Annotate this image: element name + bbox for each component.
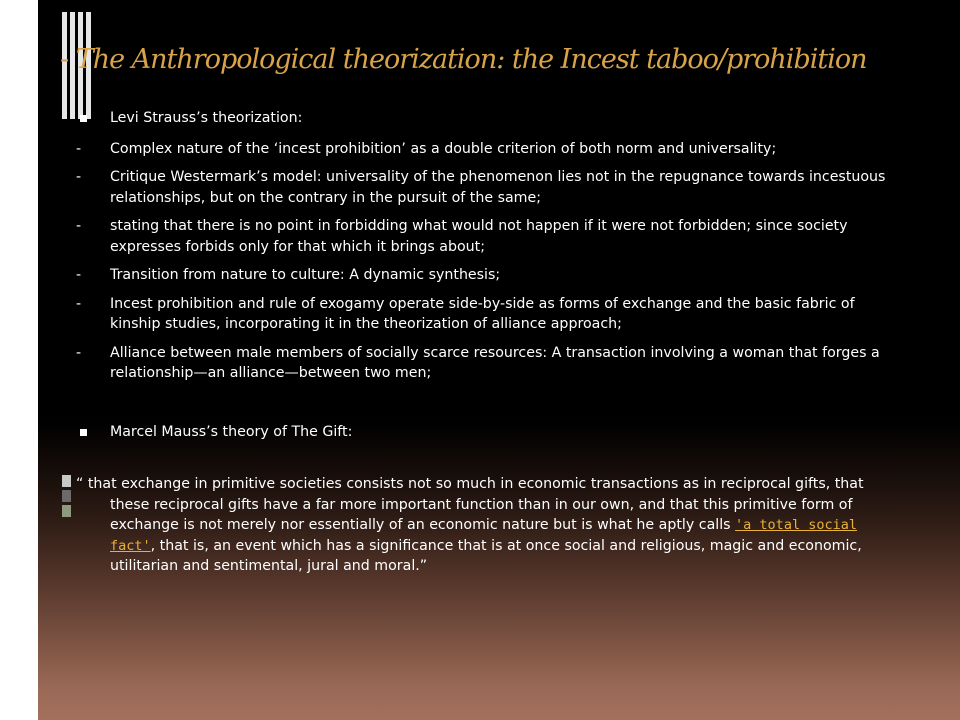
section-heading-levi-strauss: Levi Strauss’s theorization: [110, 110, 303, 126]
point-text: Critique Westermark’s model: universality of the phenomenon lies not in the repugnance towards incestuous relationships, but on the contrary in the pursuit of the same; [110, 169, 886, 206]
dash-marker: - [76, 169, 82, 185]
mauss-quote [76, 474, 896, 577]
quote-text-after: , that is, an event which has a significance that is at once social and religious, magic and economic, utilitarian and sentimental, jural and moral.” [110, 537, 862, 574]
list-item [76, 294, 896, 335]
left-margin [0, 0, 38, 720]
spacer [76, 392, 896, 422]
point-text: Incest prohibition and rule of exogamy operate side-by-side as forms of exchange and the basic fabric of kinship studies, incorporating it in the theorization of alliance approach; [110, 295, 855, 332]
bullet-square-icon [76, 108, 110, 129]
deco-square [62, 505, 71, 517]
quote-text-before: “ that exchange in primitive societies consists not so much in economic transactions as in reciprocal gifts, that these reciprocal gifts have a far more important function than in our own, and that this primitive form of exchange is not merely nor essentially of an economic nature but is what he aptly calls [76, 476, 864, 533]
dash-marker: - [76, 295, 82, 312]
dash-marker: - [76, 344, 82, 361]
spacer [76, 452, 896, 474]
point-text: Transition from nature to culture: A dynamic synthesis; [110, 267, 501, 283]
section-heading-mauss: Marcel Mauss’s theory of The Gift: [110, 423, 353, 440]
deco-square [62, 490, 71, 502]
dash-marker: - [76, 140, 82, 157]
decorative-squares [62, 475, 71, 517]
list-item [76, 343, 896, 384]
slide-title: - The Anthropological theorization: the Incest taboo/prohibition [60, 44, 867, 75]
point-text: Alliance between male members of socially scarce resources: A transaction involving a woman that forges a relationship—an alliance—between two men; [110, 344, 880, 381]
bullet-item [76, 108, 896, 129]
list-item [76, 216, 896, 257]
bullet-square-icon [76, 422, 110, 443]
bullet-item [76, 422, 896, 443]
deco-square [62, 475, 71, 487]
list-item [76, 265, 896, 286]
dash-marker: - [76, 218, 82, 234]
point-text: stating that there is no point in forbidding what would not happen if it were not forbidden; since society expresses forbids only for that which it brings about; [110, 218, 848, 255]
total-social-fact-link[interactable]: 'a total social fact' [110, 517, 857, 554]
dash-marker: - [76, 267, 82, 283]
list-item [76, 139, 896, 160]
point-text: Complex nature of the ‘incest prohibition’ as a double criterion of both norm and universality; [110, 140, 777, 157]
list-item [76, 167, 896, 208]
slide-content [76, 108, 896, 577]
